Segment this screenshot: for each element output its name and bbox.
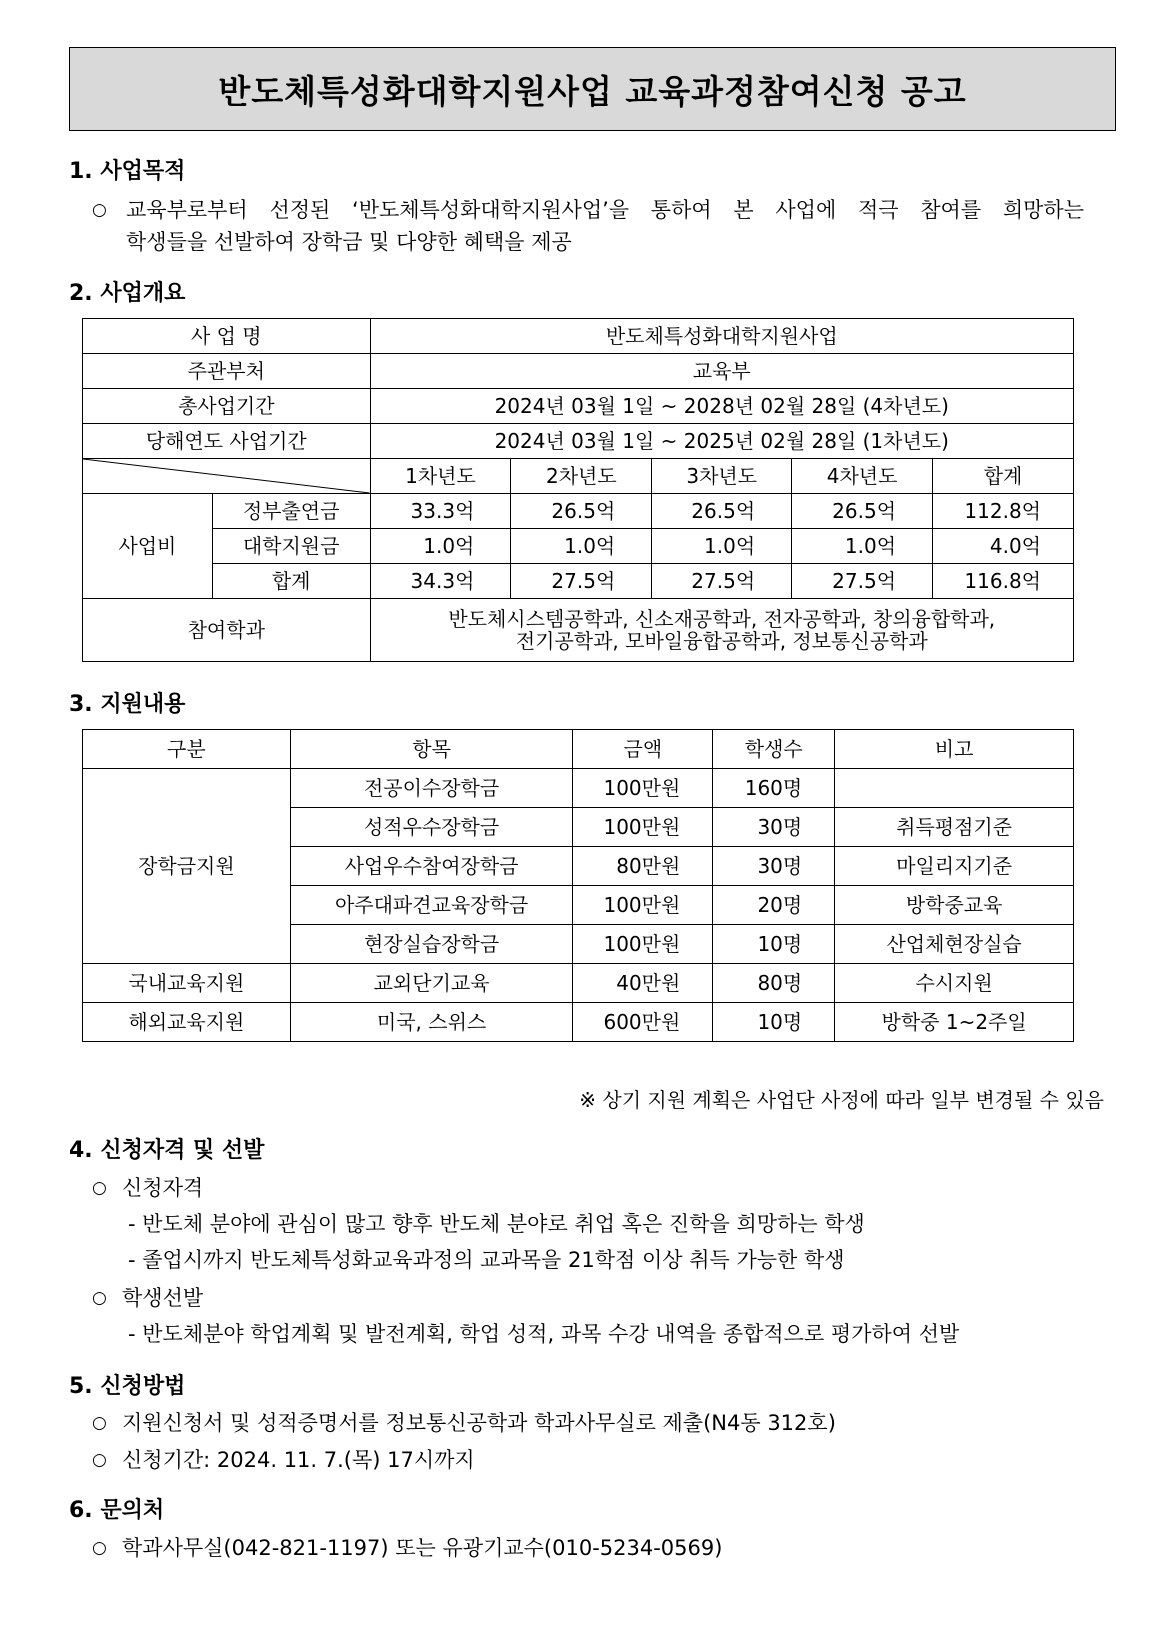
year-header: 합계 — [933, 459, 1074, 494]
budget-cell: 27.5억 — [652, 564, 792, 599]
participating-departments-label: 참여학과 — [83, 599, 371, 662]
note-cell: 방학중 1~2주일 — [835, 1003, 1074, 1042]
year-header: 1차년도 — [370, 459, 511, 494]
section-5-heading: 5. 신청방법 — [69, 1374, 186, 1399]
budget-cell: 1.0억 — [370, 529, 511, 564]
diagonal-header-cell — [83, 459, 371, 494]
note-cell: 취득평점기준 — [835, 808, 1074, 847]
budget-cell: 4.0억 — [933, 529, 1074, 564]
bullet-icon: ○ — [92, 1288, 107, 1308]
item-cell: 미국, 스위스 — [290, 1003, 573, 1042]
count-cell: 160명 — [713, 769, 835, 808]
section-4-heading: 4. 신청자격 및 선발 — [69, 1138, 265, 1163]
eligibility-item-1: - 반도체 분야에 관심이 많고 향후 반도체 분야로 취업 혹은 진학을 희망하는 학생 — [128, 1212, 865, 1236]
column-header: 항목 — [290, 730, 573, 769]
column-header: 비고 — [835, 730, 1074, 769]
amount-cell: 80만원 — [573, 847, 713, 886]
item-cell: 성적우수장학금 — [290, 808, 573, 847]
amount-cell: 40만원 — [573, 964, 713, 1003]
count-cell: 30명 — [713, 808, 835, 847]
bullet-icon: ○ — [92, 1538, 107, 1558]
eligibility-subheading: 신청자격 — [122, 1176, 204, 1200]
count-cell: 10명 — [713, 1003, 835, 1042]
item-cell: 교외단기교육 — [290, 964, 573, 1003]
section-1-heading: 1. 사업목적 — [69, 159, 186, 184]
budget-cell: 27.5억 — [792, 564, 933, 599]
bullet-icon: ○ — [92, 1450, 107, 1470]
section-6-heading: 6. 문의처 — [69, 1498, 165, 1523]
amount-cell: 100만원 — [573, 886, 713, 925]
amount-cell: 100만원 — [573, 808, 713, 847]
selection-item-1: - 반도체분야 학업계획 및 발전계획, 학업 성적, 과목 수강 내역을 종합적으로 평가하여 선발 — [128, 1322, 960, 1346]
section-3-heading: 3. 지원내용 — [69, 692, 186, 717]
budget-cell: 34.3억 — [370, 564, 511, 599]
selection-subheading: 학생선발 — [122, 1286, 204, 1310]
item-cell: 전공이수장학금 — [290, 769, 573, 808]
budget-cell: 27.5억 — [511, 564, 652, 599]
eligibility-item-2: - 졸업시까지 반도체특성화교육과정의 교과목을 21학점 이상 취득 가능한 학생 — [128, 1248, 845, 1272]
budget-cell: 33.3억 — [370, 494, 511, 529]
section-1-line-2: 학생들을 선발하여 장학금 및 다양한 혜택을 제공 — [126, 230, 572, 254]
column-header: 구분 — [83, 730, 291, 769]
support-table — [82, 729, 1074, 1042]
page-title: 반도체특성화대학지원사업 교육과정참여신청 공고 — [69, 47, 1116, 131]
note-cell: 산업체현장실습 — [835, 925, 1074, 964]
item-cell: 현장실습장학금 — [290, 925, 573, 964]
participating-departments-value — [370, 599, 1073, 662]
budget-cell: 1.0억 — [792, 529, 933, 564]
application-method-line: 지원신청서 및 성적증명서를 정보통신공학과 학과사무실로 제출(N4동 312호) — [122, 1411, 836, 1435]
budget-cell: 26.5억 — [652, 494, 792, 529]
budget-cell: 26.5억 — [792, 494, 933, 529]
section-2-heading: 2. 사업개요 — [69, 281, 186, 306]
domestic-group-label: 국내교육지원 — [83, 964, 291, 1003]
budget-cell: 112.8억 — [933, 494, 1074, 529]
budget-row-label: 대학지원금 — [212, 529, 370, 564]
item-cell: 사업우수참여장학금 — [290, 847, 573, 886]
count-cell: 20명 — [713, 886, 835, 925]
department-value: 교육부 — [370, 354, 1073, 389]
bullet-icon: ○ — [92, 1178, 107, 1198]
count-cell: 10명 — [713, 925, 835, 964]
column-header: 금액 — [573, 730, 713, 769]
contact-line: 학과사무실(042-821-1197) 또는 유광기교수(010-5234-0569) — [122, 1536, 723, 1560]
item-cell: 아주대파견교육장학금 — [290, 886, 573, 925]
department-label: 주관부처 — [83, 354, 371, 389]
amount-cell: 100만원 — [573, 925, 713, 964]
business-name-value: 반도체특성화대학지원사업 — [370, 319, 1073, 354]
current-year-period-value: 2024년 03월 1일 ~ 2025년 02월 28일 (1차년도) — [370, 424, 1073, 459]
amount-cell: 100만원 — [573, 769, 713, 808]
budget-label: 사업비 — [83, 494, 213, 599]
current-year-period-label: 당해연도 사업기간 — [83, 424, 371, 459]
budget-cell: 1.0억 — [511, 529, 652, 564]
business-name-label: 사 업 명 — [83, 319, 371, 354]
budget-cell: 26.5억 — [511, 494, 652, 529]
year-header: 2차년도 — [511, 459, 652, 494]
scholarship-group-label: 장학금지원 — [83, 769, 291, 964]
footnote: ※ 상기 지원 계획은 사업단 사정에 따라 일부 변경될 수 있음 — [579, 1088, 1104, 1112]
total-period-value: 2024년 03월 1일 ~ 2028년 02월 28일 (4차년도) — [370, 389, 1073, 424]
note-cell — [835, 769, 1074, 808]
section-1-line-1: 교육부로부터 선정된 ‘반도체특성화대학지원사업’을 통하여 본 사업에 적극 참여를 희망하는 — [126, 198, 1084, 222]
budget-row-label: 합계 — [212, 564, 370, 599]
participating-departments-line-2: 전기공학과, 모바일융합공학과, 정보통신공학과 — [515, 629, 928, 653]
amount-cell: 600만원 — [573, 1003, 713, 1042]
overview-table — [82, 318, 1074, 662]
budget-cell: 1.0억 — [652, 529, 792, 564]
note-cell: 수시지원 — [835, 964, 1074, 1003]
column-header: 학생수 — [713, 730, 835, 769]
total-period-label: 총사업기간 — [83, 389, 371, 424]
overseas-group-label: 해외교육지원 — [83, 1003, 291, 1042]
bullet-icon: ○ — [92, 1413, 107, 1433]
year-header: 3차년도 — [652, 459, 792, 494]
bullet-icon: ○ — [92, 200, 107, 220]
budget-row-label: 정부출연금 — [212, 494, 370, 529]
application-period-line: 신청기간: 2024. 11. 7.(목) 17시까지 — [122, 1448, 475, 1472]
count-cell: 80명 — [713, 964, 835, 1003]
note-cell: 방학중교육 — [835, 886, 1074, 925]
budget-cell: 116.8억 — [933, 564, 1074, 599]
note-cell: 마일리지기준 — [835, 847, 1074, 886]
year-header: 4차년도 — [792, 459, 933, 494]
count-cell: 30명 — [713, 847, 835, 886]
participating-departments-line-1: 반도체시스템공학과, 신소재공학과, 전자공학과, 창의융합학과, — [448, 607, 996, 631]
